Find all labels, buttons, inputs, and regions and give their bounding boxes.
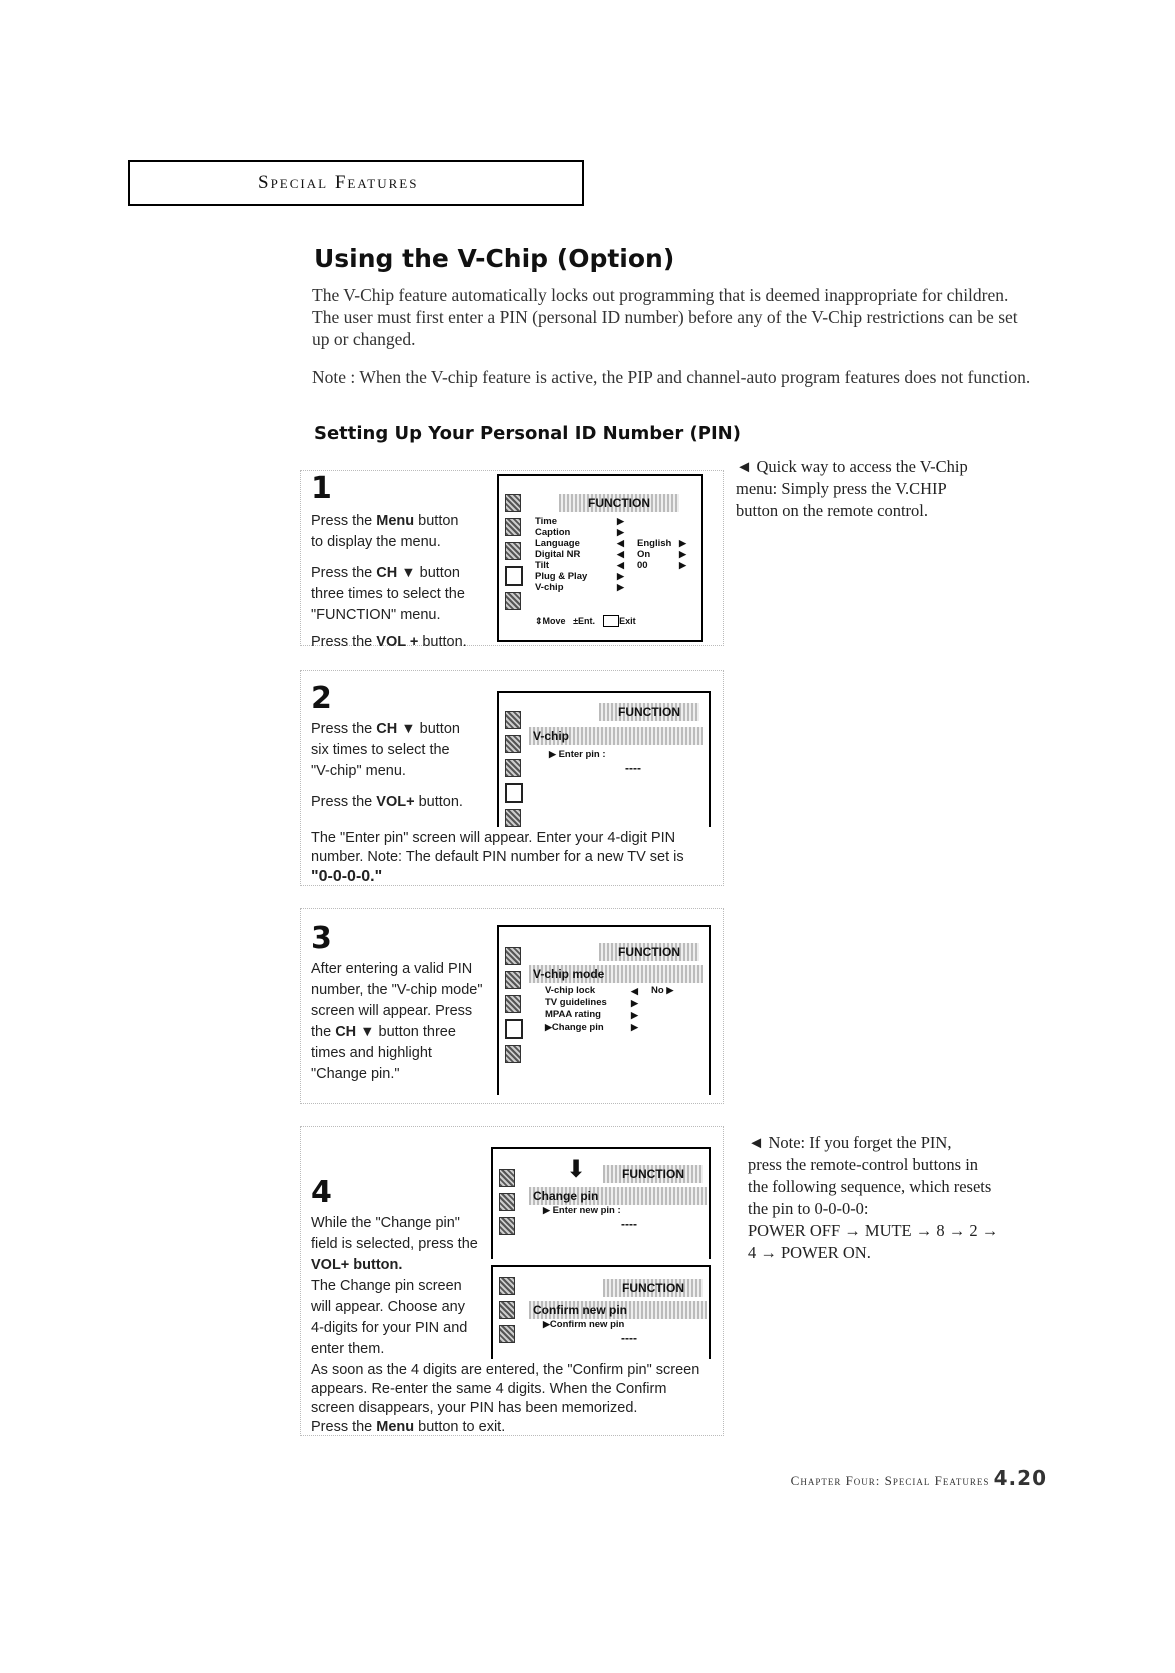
menu-items: V-chip lock TV guidelines MPAA rating ▶Change pin xyxy=(545,985,607,1033)
step-text: After entering a valid PIN number, the "V-chip mode" screen will appear. Press the CH ▼ button three times and highlight "Change pin." xyxy=(311,961,483,1082)
menu-nav-bar: ⇕Move ±Ent. Exit xyxy=(535,616,636,626)
menu-header: FUNCTION xyxy=(603,1165,703,1183)
side-note-forget-pin: ◄ Note: If you forget the PIN, press the remote-control buttons in the following sequence, which resets the pin to 0-0-0-0: POWER OFF → MUTE → 8 → 2 → 4 → POWER ON. xyxy=(748,1133,999,1262)
step-text: Press the CH ▼ button six times to select the "V-chip" menu. Press the VOL+ button. xyxy=(311,721,463,810)
step-4-description: As soon as the 4 digits are entered, the "Confirm pin" screen appears. Re-enter the same 4 digits. When the Confirm screen disappears, your PIN has been memorized. Press the Menu button to exit. xyxy=(311,1362,700,1435)
tv-menu-screen xyxy=(497,691,711,827)
step-text: While the "Change pin" field is selected, press the VOL+ button. The Change pin screen will appear. Choose any 4-digits for your PIN and enter them. xyxy=(311,1215,478,1357)
menu-icon-column xyxy=(499,1277,515,1349)
down-arrow-icon: ⬇ xyxy=(566,1157,587,1183)
menu-icon-column xyxy=(499,1169,515,1241)
page-number: 4.20 xyxy=(993,1466,1047,1490)
menu-highlight-bar: Confirm new pin xyxy=(529,1301,707,1319)
menu-item: ▶Confirm new pin xyxy=(543,1319,625,1330)
menu-header: FUNCTION xyxy=(599,703,699,721)
menu-highlight-bar: V-chip xyxy=(529,727,703,745)
menu-value: No ▶ xyxy=(651,985,674,996)
confirm-pin-screen xyxy=(491,1265,711,1359)
step-3-panel xyxy=(300,908,724,1104)
step-number: 2 xyxy=(311,681,332,716)
pin-field: ---- xyxy=(621,1217,637,1231)
menu-header: FUNCTION xyxy=(603,1279,703,1297)
menu-value-arrows: ▶ ▶ ▶ xyxy=(679,538,686,570)
menu-arrows: ▶ ▶ ◀ ◀ ◀ ▶ ▶ xyxy=(617,516,624,592)
pin-field: ---- xyxy=(621,1331,637,1345)
chapter-label: Chapter Four: Special Features xyxy=(790,1473,990,1488)
section-header-label: Special Features xyxy=(258,172,419,193)
menu-item: ▶ Enter pin : xyxy=(549,749,606,760)
page-title: Using the V-Chip (Option) xyxy=(314,244,675,273)
pointer-arrow-icon: ◄ xyxy=(748,1133,765,1152)
step-number: 1 xyxy=(311,471,332,506)
step-number: 4 xyxy=(311,1175,332,1210)
section-subtitle: Setting Up Your Personal ID Number (PIN) xyxy=(314,423,741,444)
tv-menu-screen xyxy=(497,925,711,1095)
menu-item: ▶ Enter new pin : xyxy=(543,1205,621,1216)
note-paragraph: Note : When the V-chip feature is active, the PIP and channel-auto program features does not function. xyxy=(312,367,1031,387)
step-2-description: The "Enter pin" screen will appear. Enter your 4-digit PIN number. Note: The default PIN number for a new TV set is "0-0-0-0." xyxy=(311,830,684,885)
intro-paragraph: The V-Chip feature automatically locks out programming that is deemed inappropriate for children. The user must first enter a PIN (personal ID number) before any of the V-Chip restrictions can be set up or changed. xyxy=(312,285,1018,349)
menu-header: FUNCTION xyxy=(559,494,679,512)
step-2-panel xyxy=(300,670,724,886)
change-pin-screen xyxy=(491,1147,711,1259)
pointer-arrow-icon: ◄ xyxy=(736,457,753,476)
tv-menu-screen xyxy=(497,474,703,642)
step-4-panel xyxy=(300,1126,724,1436)
side-note-quick-access: ◄ Quick way to access the V-Chip menu: Simply press the V.CHIP button on the remote control. xyxy=(736,457,968,520)
page-footer xyxy=(791,1466,1047,1490)
step-text: Press the Menu button to display the menu. Press the CH ▼ button three times to select the "FUNCTION" menu. Press the VOL + button. xyxy=(311,513,467,650)
menu-highlight-bar: Change pin xyxy=(529,1187,707,1205)
step-number: 3 xyxy=(311,921,332,956)
menu-icon-column xyxy=(505,494,521,616)
menu-highlight-bar: V-chip mode xyxy=(529,965,703,983)
pin-field: ---- xyxy=(625,761,641,775)
menu-header: FUNCTION xyxy=(599,943,699,961)
menu-icon-column xyxy=(505,711,521,833)
menu-items: Time Caption Language Digital NR Tilt Plug & Play V-chip xyxy=(535,516,588,593)
step-1-panel xyxy=(300,470,724,650)
section-header xyxy=(128,160,584,206)
menu-arrows: ◀ ▶ ▶ ▶ xyxy=(631,986,638,1032)
menu-icon-column xyxy=(505,947,521,1069)
menu-values: English On 00 xyxy=(637,538,672,571)
